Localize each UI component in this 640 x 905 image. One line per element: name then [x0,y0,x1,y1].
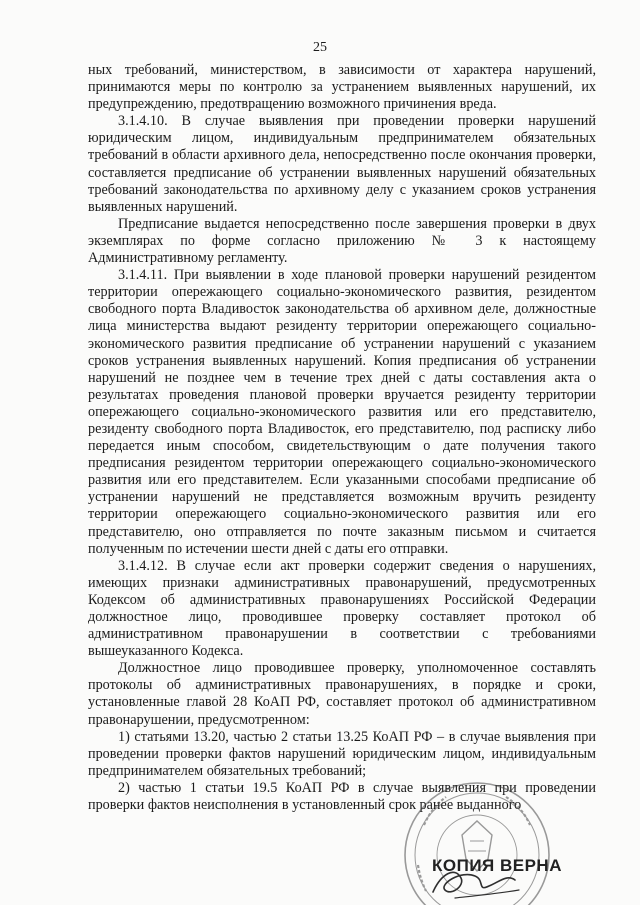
paragraph-4: 3.1.4.11. При выявлении в ходе плановой проверки нарушений резидентом территории опережающего социально-экономического развития, резидентом свободного порта Владивосток законодательства об архивном деле, должностные лица министерства выдают резиденту территории опережающего социально-экономического развития предписание об устранении нарушений с указанием сроков устранения выявленных нарушений. Копия предписания об устранении нарушений не позднее чем в течение трех дней с даты составления акта о результатах проведения плановой проверки вручается резиденту территории опережающего социально-экономического развития или его представителю, резиденту свободного порта Владивосток, его представителю, под расписку либо передается иным способом, свидетельствующим о дате получения такого предписания резидентом территории опережающего социально-экономического развития или его представителем. Если указанными способами предписание об устранении нарушений не представляется возможным вручить резиденту территории опережающего социально-экономического развития или его представителю, оно отправляется по почте заказным письмом и считается полученным по истечении шести дней с даты его отправки. [88,267,596,557]
copy-true-stamp: КОПИЯ ВЕРНА [432,856,562,875]
paragraph-6: Должностное лицо проводившее проверку, уполномоченное составлять протоколы об административных правонарушениях, в порядке и сроки, установленные главой 28 КоАП РФ, составляет протокол об административном правонарушении, предусмотренном: [88,660,596,728]
paragraph-2: 3.1.4.10. В случае выявления при проведении проверки нарушений юридическим лицом, индивидуальным предпринимателем обязательных требований в области архивного дела, непосредственно после окончания проверки, составляется предписание об устранении выявленных нарушений обязательных требований законодательства по архивному делу с указанием сроков устранения выявленных нарушений. [88,113,596,215]
paragraph-8: 2) частью 1 статьи 19.5 КоАП РФ в случае выявления при проведении проверки фактов неисполнения в установленный срок ранее выданного [88,779,596,814]
document-body [88,62,596,814]
paragraph-5: 3.1.4.12. В случае если акт проверки содержит сведения о нарушениях, имеющих признаки административных правонарушений, предусмотренных Кодексом об административных правонарушениях Российской Федерации должностное лицо, проводившее проверку составляет протокол об административном правонарушении в соответствии с требованиями вышеуказанного Кодекса. [88,557,596,660]
paragraph-3: Предписание выдается непосредственно после завершения проверки в двух экземплярах по форме согласно приложению № 3 к настоящему Административному регламенту. [88,215,596,267]
page-number: 25 [313,40,327,55]
paragraph-7: 1) статьями 13.20, частью 2 статьи 13.25 КоАП РФ – в случае выявления при проведении проверки фактов нарушений юридическим лицом, индивидуальным предпринимателем обязательных требований; [88,728,596,779]
paragraph-1: ных требований, министерством, в зависимости от характера нарушений, принимаются меры по контролю за устранением выявленных нарушений, их предупреждению, предотвращению возможного причинения вреда. [88,62,596,113]
